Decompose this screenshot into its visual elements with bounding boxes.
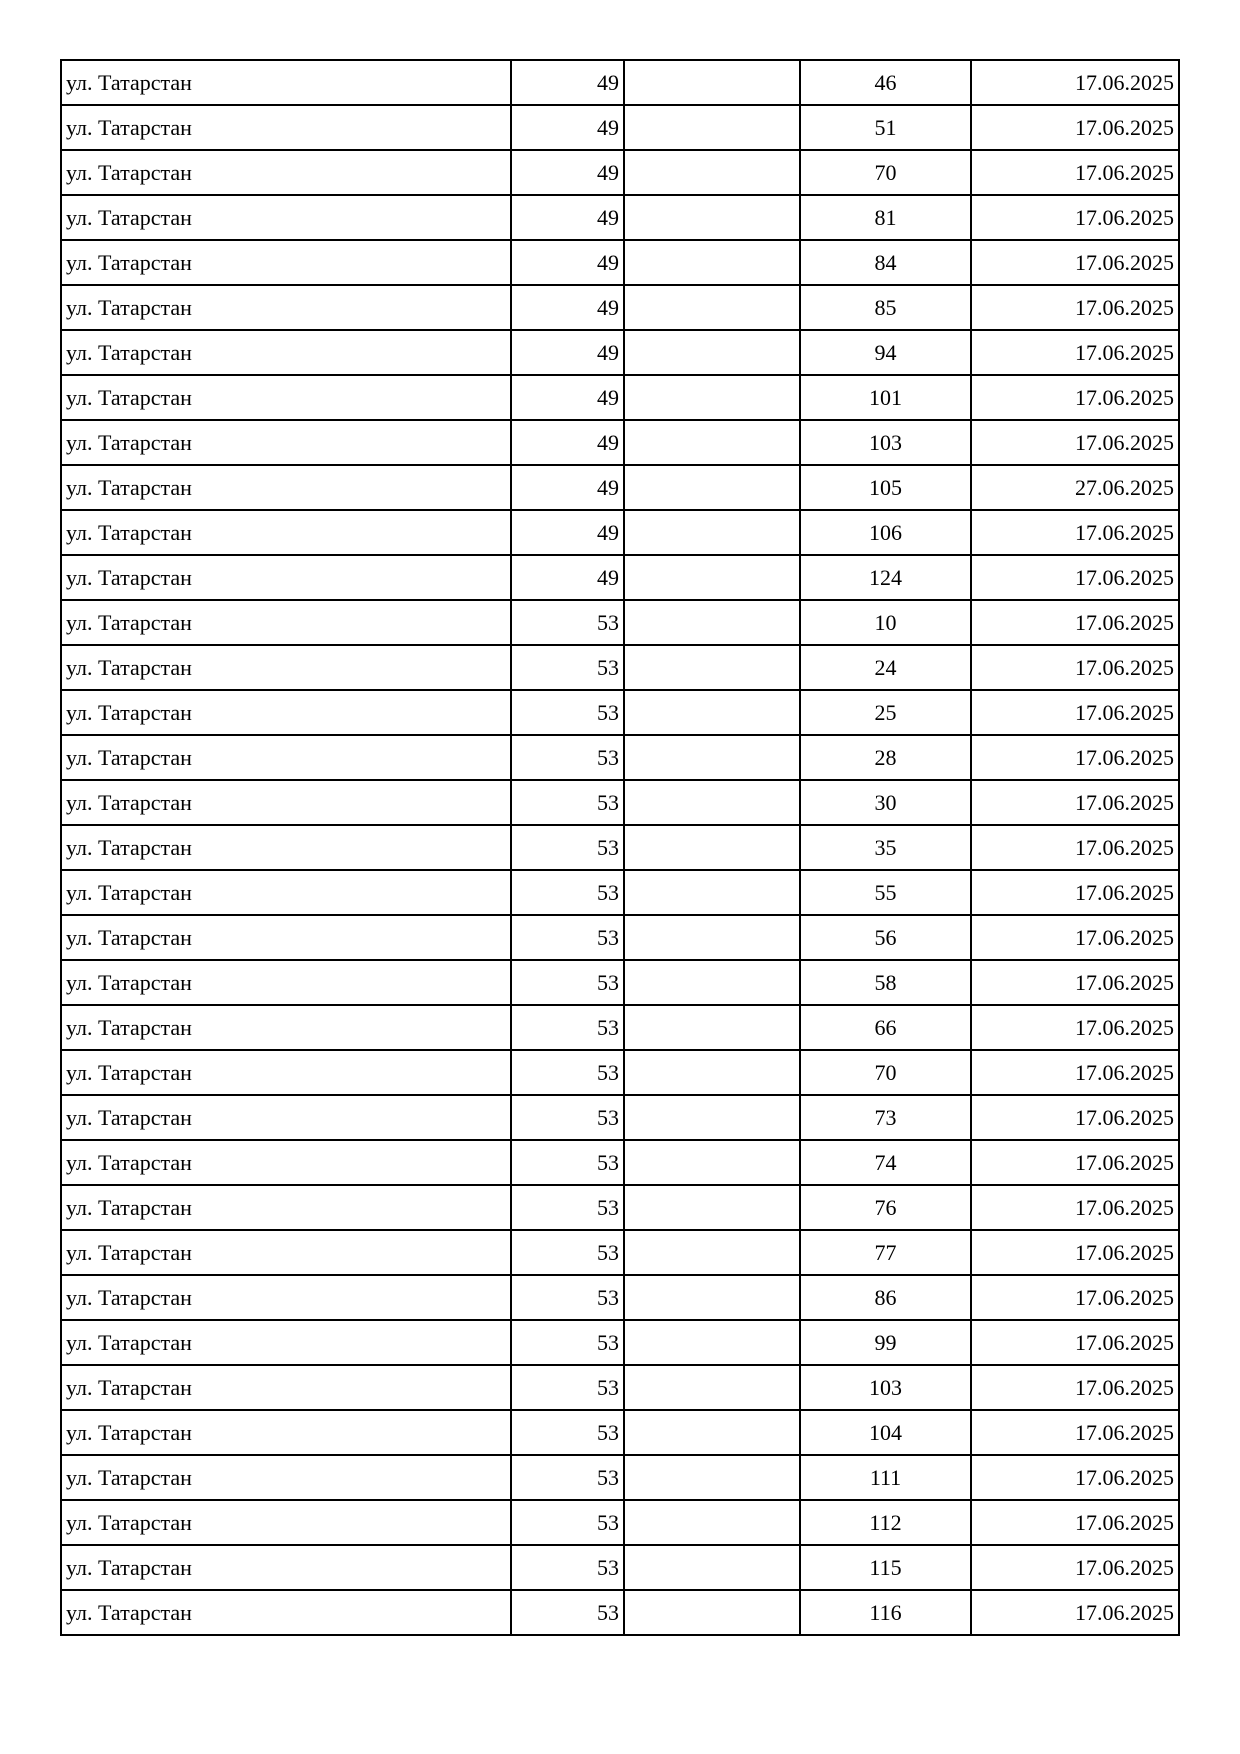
date-cell: 17.06.2025 bbox=[971, 1590, 1179, 1635]
date-cell: 17.06.2025 bbox=[971, 1455, 1179, 1500]
building-cell bbox=[624, 1140, 800, 1185]
apartment-cell: 25 bbox=[800, 690, 971, 735]
house-number-cell: 53 bbox=[511, 825, 624, 870]
apartment-cell: 73 bbox=[800, 1095, 971, 1140]
street-cell: ул. Татарстан bbox=[61, 1050, 511, 1095]
building-cell bbox=[624, 690, 800, 735]
building-cell bbox=[624, 240, 800, 285]
street-cell: ул. Татарстан bbox=[61, 150, 511, 195]
building-cell bbox=[624, 870, 800, 915]
apartment-cell: 46 bbox=[800, 60, 971, 105]
date-cell: 17.06.2025 bbox=[971, 690, 1179, 735]
apartment-cell: 124 bbox=[800, 555, 971, 600]
house-number-cell: 53 bbox=[511, 1140, 624, 1185]
table-row bbox=[61, 105, 1179, 150]
apartment-cell: 58 bbox=[800, 960, 971, 1005]
table-row bbox=[61, 285, 1179, 330]
table-row bbox=[61, 150, 1179, 195]
table-row bbox=[61, 1455, 1179, 1500]
house-number-cell: 53 bbox=[511, 780, 624, 825]
street-cell: ул. Татарстан bbox=[61, 1365, 511, 1410]
date-cell: 17.06.2025 bbox=[971, 915, 1179, 960]
apartment-cell: 24 bbox=[800, 645, 971, 690]
building-cell bbox=[624, 1185, 800, 1230]
street-cell: ул. Татарстан bbox=[61, 1545, 511, 1590]
street-cell: ул. Татарстан bbox=[61, 465, 511, 510]
date-cell: 17.06.2025 bbox=[971, 1140, 1179, 1185]
building-cell bbox=[624, 195, 800, 240]
house-number-cell: 49 bbox=[511, 195, 624, 240]
apartment-cell: 111 bbox=[800, 1455, 971, 1500]
street-cell: ул. Татарстан bbox=[61, 780, 511, 825]
date-cell: 17.06.2025 bbox=[971, 195, 1179, 240]
building-cell bbox=[624, 825, 800, 870]
table-row bbox=[61, 825, 1179, 870]
date-cell: 17.06.2025 bbox=[971, 1095, 1179, 1140]
house-number-cell: 53 bbox=[511, 645, 624, 690]
apartment-cell: 70 bbox=[800, 1050, 971, 1095]
building-cell bbox=[624, 420, 800, 465]
street-cell: ул. Татарстан bbox=[61, 1140, 511, 1185]
table-row bbox=[61, 60, 1179, 105]
building-cell bbox=[624, 285, 800, 330]
table-row bbox=[61, 1230, 1179, 1275]
apartment-cell: 77 bbox=[800, 1230, 971, 1275]
street-cell: ул. Татарстан bbox=[61, 285, 511, 330]
apartment-cell: 55 bbox=[800, 870, 971, 915]
street-cell: ул. Татарстан bbox=[61, 510, 511, 555]
building-cell bbox=[624, 1545, 800, 1590]
house-number-cell: 49 bbox=[511, 465, 624, 510]
building-cell bbox=[624, 1365, 800, 1410]
date-cell: 17.06.2025 bbox=[971, 510, 1179, 555]
street-cell: ул. Татарстан bbox=[61, 915, 511, 960]
house-number-cell: 53 bbox=[511, 1410, 624, 1455]
house-number-cell: 49 bbox=[511, 150, 624, 195]
house-number-cell: 53 bbox=[511, 1500, 624, 1545]
date-cell: 17.06.2025 bbox=[971, 1005, 1179, 1050]
house-number-cell: 53 bbox=[511, 960, 624, 1005]
building-cell bbox=[624, 60, 800, 105]
apartment-cell: 56 bbox=[800, 915, 971, 960]
date-cell: 17.06.2025 bbox=[971, 555, 1179, 600]
house-number-cell: 49 bbox=[511, 555, 624, 600]
apartment-cell: 106 bbox=[800, 510, 971, 555]
building-cell bbox=[624, 1320, 800, 1365]
date-cell: 17.06.2025 bbox=[971, 1365, 1179, 1410]
building-cell bbox=[624, 1005, 800, 1050]
table-row bbox=[61, 1095, 1179, 1140]
building-cell bbox=[624, 1275, 800, 1320]
house-number-cell: 53 bbox=[511, 600, 624, 645]
date-cell: 17.06.2025 bbox=[971, 825, 1179, 870]
table-row bbox=[61, 555, 1179, 600]
house-number-cell: 49 bbox=[511, 420, 624, 465]
apartment-cell: 103 bbox=[800, 420, 971, 465]
street-cell: ул. Татарстан bbox=[61, 1275, 511, 1320]
house-number-cell: 53 bbox=[511, 1590, 624, 1635]
street-cell: ул. Татарстан bbox=[61, 195, 511, 240]
date-cell: 17.06.2025 bbox=[971, 1275, 1179, 1320]
apartment-cell: 70 bbox=[800, 150, 971, 195]
street-cell: ул. Татарстан bbox=[61, 420, 511, 465]
street-cell: ул. Татарстан bbox=[61, 105, 511, 150]
date-cell: 17.06.2025 bbox=[971, 645, 1179, 690]
date-cell: 17.06.2025 bbox=[971, 1545, 1179, 1590]
street-cell: ул. Татарстан bbox=[61, 645, 511, 690]
building-cell bbox=[624, 1455, 800, 1500]
date-cell: 17.06.2025 bbox=[971, 60, 1179, 105]
building-cell bbox=[624, 105, 800, 150]
building-cell bbox=[624, 600, 800, 645]
house-number-cell: 49 bbox=[511, 60, 624, 105]
date-cell: 17.06.2025 bbox=[971, 1500, 1179, 1545]
date-cell: 17.06.2025 bbox=[971, 105, 1179, 150]
street-cell: ул. Татарстан bbox=[61, 1230, 511, 1275]
street-cell: ул. Татарстан bbox=[61, 870, 511, 915]
table-row bbox=[61, 375, 1179, 420]
apartment-cell: 30 bbox=[800, 780, 971, 825]
apartment-cell: 66 bbox=[800, 1005, 971, 1050]
date-cell: 17.06.2025 bbox=[971, 150, 1179, 195]
street-cell: ул. Татарстан bbox=[61, 600, 511, 645]
house-number-cell: 49 bbox=[511, 105, 624, 150]
house-number-cell: 53 bbox=[511, 1275, 624, 1320]
house-number-cell: 53 bbox=[511, 1365, 624, 1410]
date-cell: 17.06.2025 bbox=[971, 240, 1179, 285]
house-number-cell: 53 bbox=[511, 1050, 624, 1095]
table-row bbox=[61, 870, 1179, 915]
building-cell bbox=[624, 150, 800, 195]
date-cell: 17.06.2025 bbox=[971, 735, 1179, 780]
street-cell: ул. Татарстан bbox=[61, 1455, 511, 1500]
building-cell bbox=[624, 375, 800, 420]
house-number-cell: 49 bbox=[511, 330, 624, 375]
table-row bbox=[61, 780, 1179, 825]
house-number-cell: 53 bbox=[511, 1095, 624, 1140]
date-cell: 17.06.2025 bbox=[971, 285, 1179, 330]
table-row bbox=[61, 1050, 1179, 1095]
table-row bbox=[61, 1320, 1179, 1365]
house-number-cell: 53 bbox=[511, 735, 624, 780]
table-row bbox=[61, 1500, 1179, 1545]
table-row bbox=[61, 1545, 1179, 1590]
date-cell: 17.06.2025 bbox=[971, 1410, 1179, 1455]
table-body bbox=[61, 60, 1179, 1635]
building-cell bbox=[624, 1095, 800, 1140]
building-cell bbox=[624, 960, 800, 1005]
table-row bbox=[61, 465, 1179, 510]
apartment-cell: 112 bbox=[800, 1500, 971, 1545]
address-table bbox=[60, 59, 1180, 1636]
apartment-cell: 10 bbox=[800, 600, 971, 645]
date-cell: 17.06.2025 bbox=[971, 1320, 1179, 1365]
table-row bbox=[61, 1410, 1179, 1455]
house-number-cell: 53 bbox=[511, 1320, 624, 1365]
apartment-cell: 101 bbox=[800, 375, 971, 420]
apartment-cell: 86 bbox=[800, 1275, 971, 1320]
house-number-cell: 49 bbox=[511, 510, 624, 555]
house-number-cell: 49 bbox=[511, 240, 624, 285]
date-cell: 17.06.2025 bbox=[971, 960, 1179, 1005]
building-cell bbox=[624, 1230, 800, 1275]
table-row bbox=[61, 1005, 1179, 1050]
table-row bbox=[61, 195, 1179, 240]
table-row bbox=[61, 600, 1179, 645]
date-cell: 17.06.2025 bbox=[971, 600, 1179, 645]
date-cell: 17.06.2025 bbox=[971, 1185, 1179, 1230]
house-number-cell: 49 bbox=[511, 375, 624, 420]
street-cell: ул. Татарстан bbox=[61, 825, 511, 870]
apartment-cell: 103 bbox=[800, 1365, 971, 1410]
apartment-cell: 105 bbox=[800, 465, 971, 510]
apartment-cell: 85 bbox=[800, 285, 971, 330]
apartment-cell: 74 bbox=[800, 1140, 971, 1185]
street-cell: ул. Татарстан bbox=[61, 375, 511, 420]
apartment-cell: 28 bbox=[800, 735, 971, 780]
apartment-cell: 35 bbox=[800, 825, 971, 870]
building-cell bbox=[624, 330, 800, 375]
building-cell bbox=[624, 555, 800, 600]
house-number-cell: 53 bbox=[511, 1455, 624, 1500]
building-cell bbox=[624, 510, 800, 555]
building-cell bbox=[624, 1590, 800, 1635]
house-number-cell: 53 bbox=[511, 1005, 624, 1050]
date-cell: 27.06.2025 bbox=[971, 465, 1179, 510]
table-row bbox=[61, 1275, 1179, 1320]
street-cell: ул. Татарстан bbox=[61, 240, 511, 285]
house-number-cell: 53 bbox=[511, 1230, 624, 1275]
date-cell: 17.06.2025 bbox=[971, 1230, 1179, 1275]
table-row bbox=[61, 510, 1179, 555]
street-cell: ул. Татарстан bbox=[61, 555, 511, 600]
building-cell bbox=[624, 1500, 800, 1545]
date-cell: 17.06.2025 bbox=[971, 1050, 1179, 1095]
date-cell: 17.06.2025 bbox=[971, 375, 1179, 420]
table-row bbox=[61, 915, 1179, 960]
date-cell: 17.06.2025 bbox=[971, 780, 1179, 825]
apartment-cell: 51 bbox=[800, 105, 971, 150]
date-cell: 17.06.2025 bbox=[971, 420, 1179, 465]
building-cell bbox=[624, 915, 800, 960]
table-row bbox=[61, 1140, 1179, 1185]
table-row bbox=[61, 420, 1179, 465]
house-number-cell: 53 bbox=[511, 870, 624, 915]
table-row bbox=[61, 960, 1179, 1005]
date-cell: 17.06.2025 bbox=[971, 330, 1179, 375]
building-cell bbox=[624, 1410, 800, 1455]
street-cell: ул. Татарстан bbox=[61, 1500, 511, 1545]
street-cell: ул. Татарстан bbox=[61, 330, 511, 375]
building-cell bbox=[624, 645, 800, 690]
table-row bbox=[61, 690, 1179, 735]
table-row bbox=[61, 1590, 1179, 1635]
building-cell bbox=[624, 465, 800, 510]
street-cell: ул. Татарстан bbox=[61, 1320, 511, 1365]
street-cell: ул. Татарстан bbox=[61, 1410, 511, 1455]
table-row bbox=[61, 1365, 1179, 1410]
date-cell: 17.06.2025 bbox=[971, 870, 1179, 915]
apartment-cell: 116 bbox=[800, 1590, 971, 1635]
table-row bbox=[61, 1185, 1179, 1230]
apartment-cell: 115 bbox=[800, 1545, 971, 1590]
house-number-cell: 53 bbox=[511, 1545, 624, 1590]
apartment-cell: 84 bbox=[800, 240, 971, 285]
house-number-cell: 53 bbox=[511, 690, 624, 735]
house-number-cell: 49 bbox=[511, 285, 624, 330]
street-cell: ул. Татарстан bbox=[61, 1005, 511, 1050]
table-row bbox=[61, 735, 1179, 780]
street-cell: ул. Татарстан bbox=[61, 1590, 511, 1635]
building-cell bbox=[624, 780, 800, 825]
street-cell: ул. Татарстан bbox=[61, 960, 511, 1005]
building-cell bbox=[624, 735, 800, 780]
building-cell bbox=[624, 1050, 800, 1095]
street-cell: ул. Татарстан bbox=[61, 1095, 511, 1140]
apartment-cell: 81 bbox=[800, 195, 971, 240]
apartment-cell: 99 bbox=[800, 1320, 971, 1365]
street-cell: ул. Татарстан bbox=[61, 735, 511, 780]
table-row bbox=[61, 240, 1179, 285]
house-number-cell: 53 bbox=[511, 1185, 624, 1230]
street-cell: ул. Татарстан bbox=[61, 1185, 511, 1230]
street-cell: ул. Татарстан bbox=[61, 690, 511, 735]
house-number-cell: 53 bbox=[511, 915, 624, 960]
apartment-cell: 104 bbox=[800, 1410, 971, 1455]
apartment-cell: 94 bbox=[800, 330, 971, 375]
table-row bbox=[61, 330, 1179, 375]
street-cell: ул. Татарстан bbox=[61, 60, 511, 105]
table-row bbox=[61, 645, 1179, 690]
apartment-cell: 76 bbox=[800, 1185, 971, 1230]
